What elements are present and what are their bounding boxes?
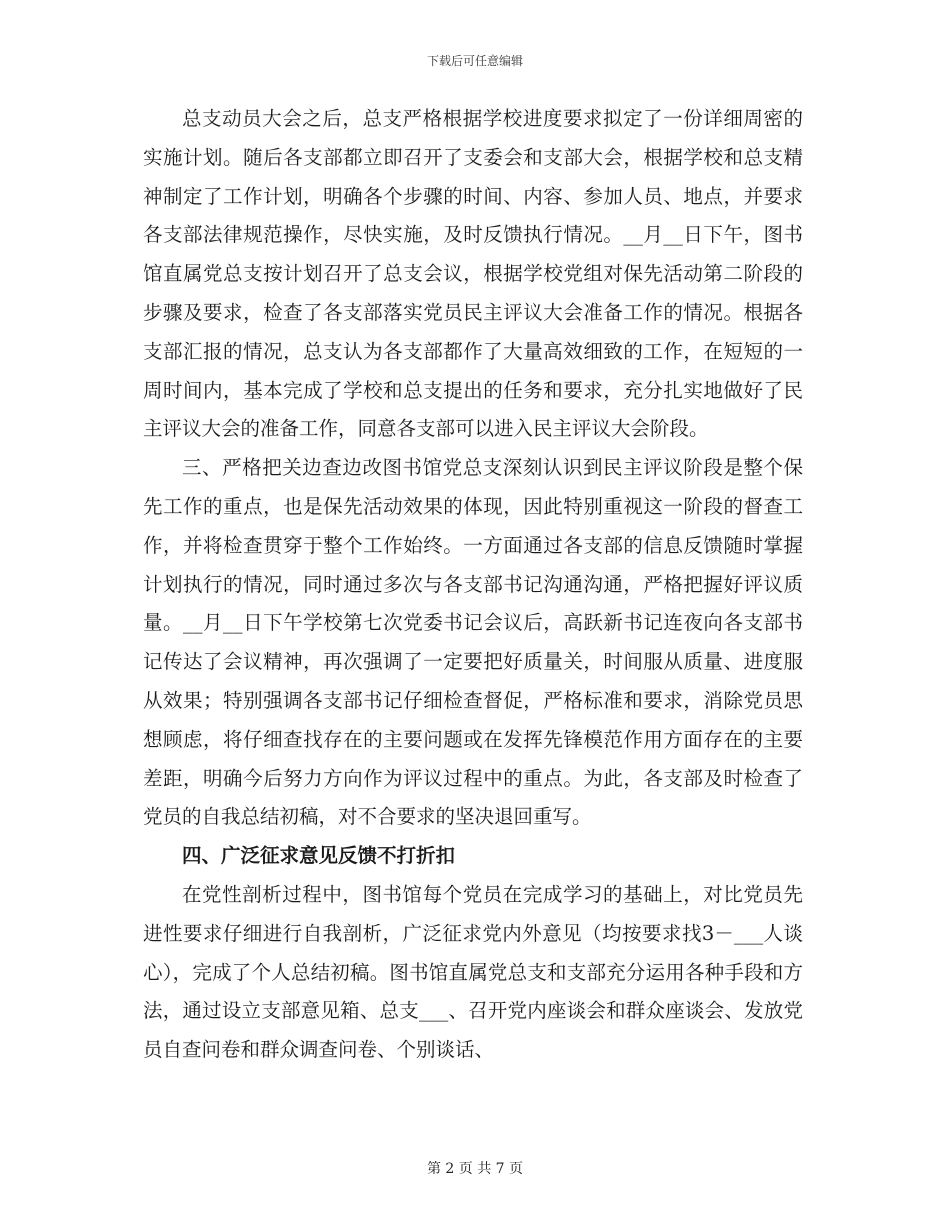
paragraph-party-analysis: 在党性剖析过程中，图书馆每个党员在完成学习的基础上，对比党员先进性要求仔细进行自我剖析，广泛征求党内外意见（均按要求找3－___人谈心），完成了个人总结初稿。图书馆直属党总支和支部充分运用各种手段和方法，通过设立支部意见箱、总支___、召开党内座谈会和群众座谈会、发放党员自查问卷和群众调查问卷、个别谈话、 bbox=[143, 882, 803, 1062]
section-heading-feedback: 四、广泛征求意见反馈不打折扣 bbox=[182, 844, 456, 868]
document-body bbox=[143, 100, 803, 1070]
paragraph-implementation-plan: 总支动员大会之后，总支严格根据学校进度要求拟定了一份详细周密的实施计划。随后各支部都立即召开了支委会和支部大会，根据学校和总支精神制定了工作计划，明确各个步骤的时间、内容、参加人员、地点，并要求各支部法律规范操作，尽快实施，及时反馈执行情况。__月__日下午，图书馆直属党总支按计划召开了总支会议，根据学校党组对保先活动第二阶段的步骤及要求，检查了各支部落实党员民主评议大会准备工作的情况。根据各支部汇报的情况，总支认为各支部都作了大量高效细致的工作，在短短的一周时间内，基本完成了学校和总支提出的任务和要求，充分扎实地做好了民主评议大会的准备工作，同意各支部可以进入民主评议大会阶段。 bbox=[143, 107, 803, 441]
page-number-footer: 第 2 页 共 7 页 bbox=[426, 1161, 524, 1177]
paragraph-strict-review: 三、严格把关边查边改图书馆党总支深刻认识到民主评议阶段是整个保先工作的重点，也是保先活动效果的体现，因此特别重视这一阶段的督查工作，并将检查贯穿于整个工作始终。一方面通过各支部的信息反馈随时掌握计划执行的情况，同时通过多次与各支部书记沟通沟通，严格把握好评议质量。__月__日下午学校第七次党委书记会议后，高跃新书记连夜向各支部书记传达了会议精神，再次强调了一定要把好质量关，时间服从质量、进度服从效果；特别强调各支部书记仔细检查督促，严格标准和要求，消除党员思想顾虑，将仔细查找存在的主要问题或在发挥先锋模范作用方面存在的主要差距，明确今后努力方向作为评议过程中的重点。为此，各支部及时检查了党员的自我总结初稿，对不合要求的坚决退回重写。 bbox=[143, 456, 803, 829]
page-header-note: 下载后可任意编辑 bbox=[426, 54, 523, 68]
